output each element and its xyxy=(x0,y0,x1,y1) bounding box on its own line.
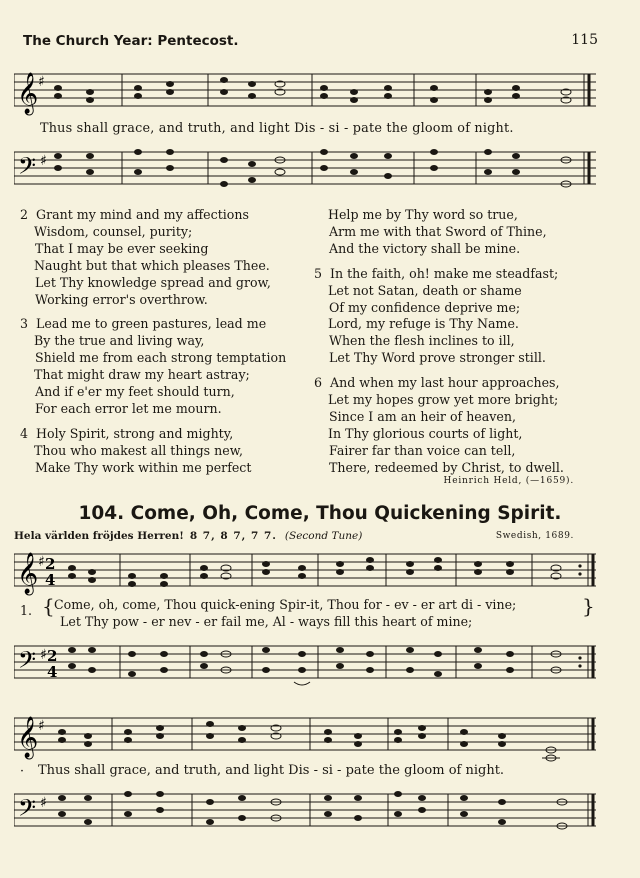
stanza-line: Naught but that which pleases Thee. xyxy=(34,257,270,273)
stanza-line: Since I am an heir of heaven, xyxy=(329,408,516,424)
stanza-line: Lead me to green pastures, lead me xyxy=(36,316,267,332)
svg-text:♯: ♯ xyxy=(40,153,47,169)
stanza-line: There, redeemed by Christ, to dwell. xyxy=(329,459,564,475)
stanza-number: 3 xyxy=(20,316,29,332)
verse-brace-right: } xyxy=(582,594,595,618)
stanza-line: Holy Spirit, strong and mighty, xyxy=(36,425,234,441)
stanza-line: Arm me with that Sword of Thine, xyxy=(329,223,547,239)
stanza-line: That I may be ever seeking xyxy=(35,240,209,256)
treble-staff xyxy=(14,546,596,596)
svg-text:𝄞: 𝄞 xyxy=(17,717,39,758)
stanza-line: Lord, my refuge is Thy Name. xyxy=(328,316,519,332)
stanza-number: 2 xyxy=(20,207,29,222)
stanza-line: Grant my mind and my affections xyxy=(36,207,249,222)
stanza-line: Working error's overthrow. xyxy=(35,291,208,307)
verse-1-line-1: Come, oh, come, Thou quick-ening Spir-it, Thou for - ev - er art di - vine; xyxy=(54,597,517,612)
music-system-1-bass xyxy=(14,634,596,690)
stanza-line: When the flesh inclines to ill, xyxy=(329,333,515,349)
tune-name: Hela världen fröjdes Herren! xyxy=(14,530,184,542)
stanzas-left-column xyxy=(20,207,286,477)
music-system-top-treble xyxy=(14,66,596,116)
stanza-line: In the faith, oh! make me steadfast; xyxy=(330,265,559,281)
svg-text:𝄢: 𝄢 xyxy=(18,152,37,185)
tune-source: Swedish, 1689. xyxy=(495,531,574,541)
hymn-title: 104. Come, Oh, Come, Thou Quickening Spirit. xyxy=(78,503,562,524)
running-head: The Church Year: Pentecost. xyxy=(23,33,239,49)
page-number: 115 xyxy=(571,32,598,48)
stanza-line: In Thy glorious courts of light, xyxy=(328,425,523,441)
music-system-2-bass xyxy=(14,782,596,838)
bass-staff xyxy=(14,140,596,196)
stanza-line: Of my confidence deprive me; xyxy=(329,299,521,315)
stanza-line: That might draw my heart astray; xyxy=(34,367,250,383)
stanzas-right-column xyxy=(314,207,564,477)
svg-text:𝄢: 𝄢 xyxy=(18,646,37,679)
lyric-line-top: Thus shall grace, and truth, and light Dis - si - pate the gloom of night. xyxy=(40,121,514,136)
svg-text:♯: ♯ xyxy=(38,554,45,570)
stanza-4-cont xyxy=(314,207,564,258)
time-signature-bottom: 4 xyxy=(45,571,56,589)
verse-brace-left: { xyxy=(42,594,55,618)
line-3-marker: · xyxy=(20,763,25,778)
stanza-line: And when my last hour approaches, xyxy=(330,375,560,391)
stanza-3 xyxy=(20,316,286,417)
stanza-line: Help me by Thy word so true, xyxy=(328,207,518,222)
svg-text:𝄢: 𝄢 xyxy=(18,794,37,827)
bass-staff xyxy=(14,782,596,838)
svg-text:♯: ♯ xyxy=(38,74,45,90)
verse-1-line-2: Let Thy pow - er nev - er fail me, Al - ways fill this heart of mine; xyxy=(60,614,473,629)
stanza-line: Thou who makest all things new, xyxy=(34,442,244,458)
svg-text:♯: ♯ xyxy=(40,647,47,663)
stanza-line: Fairer far than voice can tell, xyxy=(329,442,516,458)
meter: 8 7, 8 7, 7 7. xyxy=(189,530,277,542)
treble-staff xyxy=(14,66,596,116)
stanza-line: Let not Satan, death or shame xyxy=(328,282,522,298)
svg-text:𝄞: 𝄞 xyxy=(17,73,39,114)
music-system-2-treble xyxy=(14,710,596,762)
time-signature-top: 2 xyxy=(45,555,56,573)
stanza-4 xyxy=(20,426,286,477)
svg-text:2: 2 xyxy=(47,647,58,665)
stanza-line: And if e'er my feet should turn, xyxy=(35,384,235,400)
stanza-5 xyxy=(314,266,564,367)
stanza-line: Let my hopes grow yet more bright; xyxy=(328,392,559,408)
stanza-line: Let Thy Word prove stronger still. xyxy=(329,350,546,366)
stanza-line: Let Thy knowledge spread and grow, xyxy=(35,274,271,290)
music-system-top-bass xyxy=(14,140,596,196)
svg-text:♯: ♯ xyxy=(38,718,45,734)
svg-text:♯: ♯ xyxy=(40,795,47,811)
bass-staff xyxy=(14,634,596,690)
stanza-line: By the true and living way, xyxy=(34,333,205,349)
stanza-6 xyxy=(314,375,564,476)
stanza-line: Make Thy work within me perfect xyxy=(35,459,252,475)
stanza-number: 5 xyxy=(314,265,323,281)
stanza-number: 6 xyxy=(314,375,323,391)
stanza-line: Wisdom, counsel, purity; xyxy=(34,223,193,239)
svg-text:𝄞: 𝄞 xyxy=(17,553,39,594)
svg-text:4: 4 xyxy=(47,663,58,681)
author-credit: Heinrich Held, (—1659). xyxy=(443,476,574,486)
verse-number: 1. xyxy=(20,603,33,618)
stanza-line: For each error let me mourn. xyxy=(35,400,222,416)
treble-staff xyxy=(14,710,596,762)
stanza-line: And the victory shall be mine. xyxy=(329,240,521,256)
stanza-line: Shield me from each strong temptation xyxy=(35,350,287,366)
second-tune: (Second Tune) xyxy=(284,530,363,542)
music-system-1-treble xyxy=(14,546,596,596)
stanza-2 xyxy=(20,207,286,308)
tune-line xyxy=(14,530,362,542)
stanza-number: 4 xyxy=(20,425,29,441)
verse-1-line-3: Thus shall grace, and truth, and light Dis - si - pate the gloom of night. xyxy=(38,763,505,778)
